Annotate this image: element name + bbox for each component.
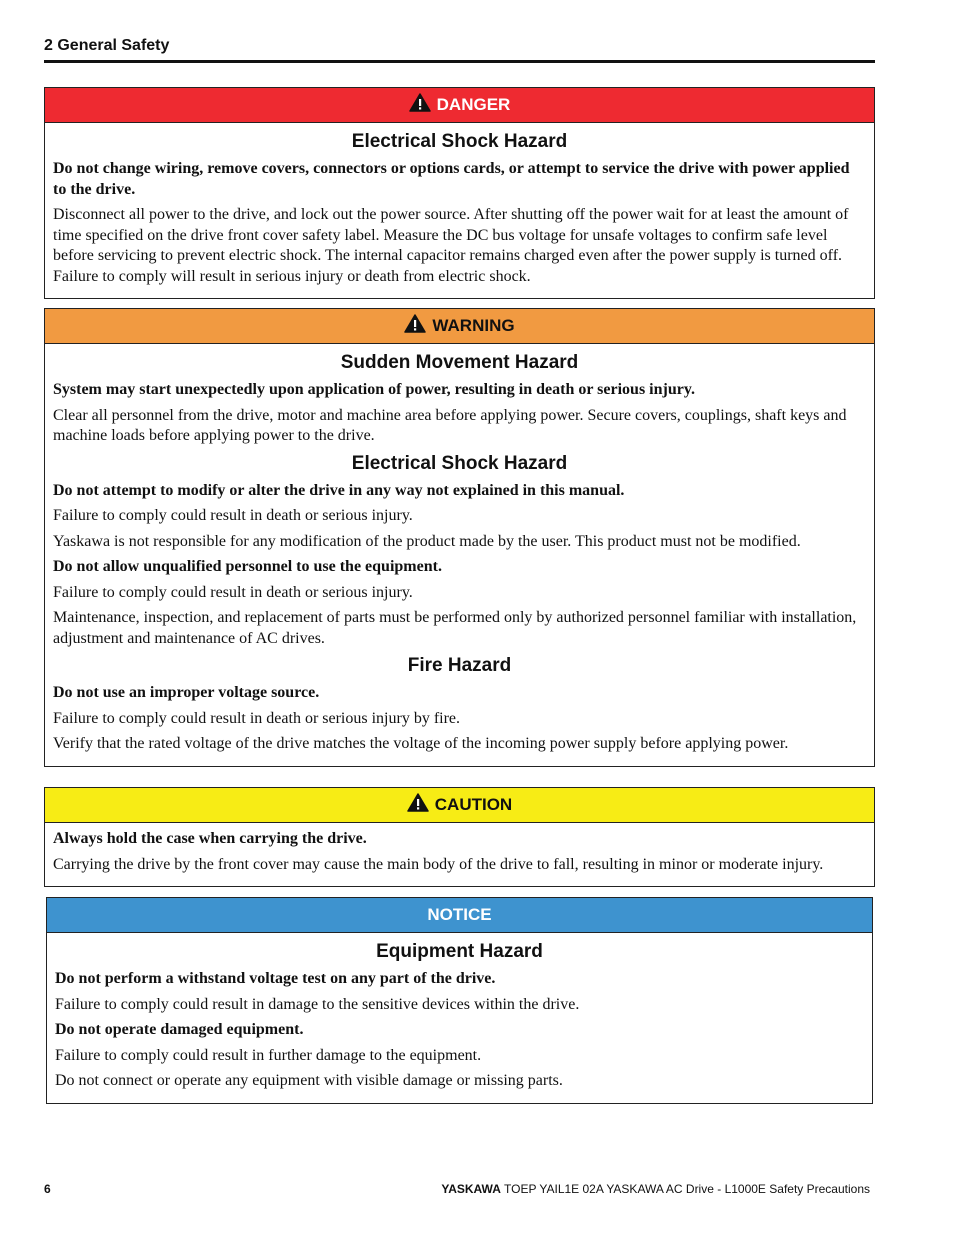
danger-label: DANGER	[436, 95, 511, 114]
hazard-title: Equipment Hazard	[376, 941, 543, 962]
hazard-directive: System may start unexpectedly upon application of power, resulting in death or serious injury.	[53, 381, 695, 398]
hazard-detail: Verify that the rated voltage of the drive matches the voltage of the incoming power supply before applying power.	[53, 735, 789, 752]
danger-box	[44, 87, 875, 299]
hazard-directive: Do not change wiring, remove covers, connectors or options cards, or attempt to service the drive with power applied to the drive.	[53, 160, 850, 198]
caution-box	[44, 787, 875, 887]
hazard-detail: Failure to comply could result in further damage to the equipment.	[55, 1046, 482, 1064]
hazard-detail: Disconnect all power to the drive, and lock out the power source. After shutting off the power wait for at least the amount of time specified on the drive front cover safety label. Measure the DC bus voltage for unsafe voltages to confirm safe level before servicing to prevent electric shock. The internal capacitor remains charged even after the power supply is turned off. Failure to comply will result in serious injury or death from electric shock.	[53, 206, 849, 285]
hazard-detail: Failure to comply could result in damage to the sensitive devices within the drive.	[55, 995, 580, 1013]
warning-body	[45, 344, 874, 766]
hazard-detail: Failure to comply could result in death or serious injury.	[53, 507, 413, 524]
warning-triangle-icon	[404, 314, 426, 338]
warning-label: WARNING	[432, 316, 515, 335]
hazard-directive: Always hold the case when carrying the drive.	[53, 830, 367, 847]
hazard-title: Electrical Shock Hazard	[351, 452, 568, 474]
caution-header	[45, 788, 874, 823]
hazard-detail: Do not connect or operate any equipment with visible damage or missing parts.	[55, 1072, 563, 1089]
danger-body	[45, 123, 874, 298]
warning-triangle-icon	[409, 93, 431, 117]
warning-box	[44, 308, 875, 767]
danger-header	[45, 88, 874, 123]
footer-doc: TOEP YAIL1E 02A YASKAWA AC Drive - L1000E Safety Precautions	[504, 1182, 870, 1196]
footer-doc-title	[441, 1182, 870, 1196]
hazard-detail: Failure to comply could result in death or serious injury.	[53, 583, 413, 601]
header-rule	[44, 60, 875, 63]
hazard-detail: Failure to comply could result in death or serious injury by fire.	[53, 709, 461, 727]
notice-header	[47, 898, 872, 933]
hazard-directive: Do not perform a withstand voltage test on any part of the drive.	[55, 970, 496, 987]
warning-header	[45, 309, 874, 344]
hazard-directive: Do not allow unqualified personnel to use the equipment.	[53, 558, 442, 575]
section-header: 2 General Safety	[44, 37, 170, 54]
notice-body	[47, 933, 872, 1103]
hazard-title: Fire Hazard	[407, 655, 512, 676]
hazard-detail: Maintenance, inspection, and replacement of parts must be performed only by authorized personnel familiar with installation, adjustment and maintenance of AC drives.	[53, 609, 857, 647]
caution-body	[45, 823, 874, 886]
notice-label: NOTICE	[427, 905, 492, 924]
hazard-directive: Do not attempt to modify or alter the drive in any way not explained in this manual.	[53, 481, 625, 499]
hazard-title: Electrical Shock Hazard	[351, 131, 568, 152]
notice-box	[46, 897, 873, 1104]
hazard-directive: Do not operate damaged equipment.	[55, 1021, 304, 1038]
warning-triangle-icon	[407, 793, 429, 817]
hazard-detail: Carrying the drive by the front cover may cause the main body of the drive to fall, resulting in minor or moderate injury.	[53, 855, 824, 873]
footer-brand: YASKAWA	[441, 1182, 501, 1196]
hazard-title: Sudden Movement Hazard	[340, 352, 579, 373]
page-number: 6	[44, 1182, 51, 1196]
hazard-directive: Do not use an improper voltage source.	[53, 684, 320, 701]
caution-label: CAUTION	[434, 795, 513, 814]
hazard-detail: Clear all personnel from the drive, motor and machine area before applying power. Secure covers, couplings, shaft keys and machine loads before applying power to the drive.	[53, 406, 847, 444]
hazard-detail: Yaskawa is not responsible for any modification of the product made by the user. This product must not be modified.	[53, 532, 801, 550]
